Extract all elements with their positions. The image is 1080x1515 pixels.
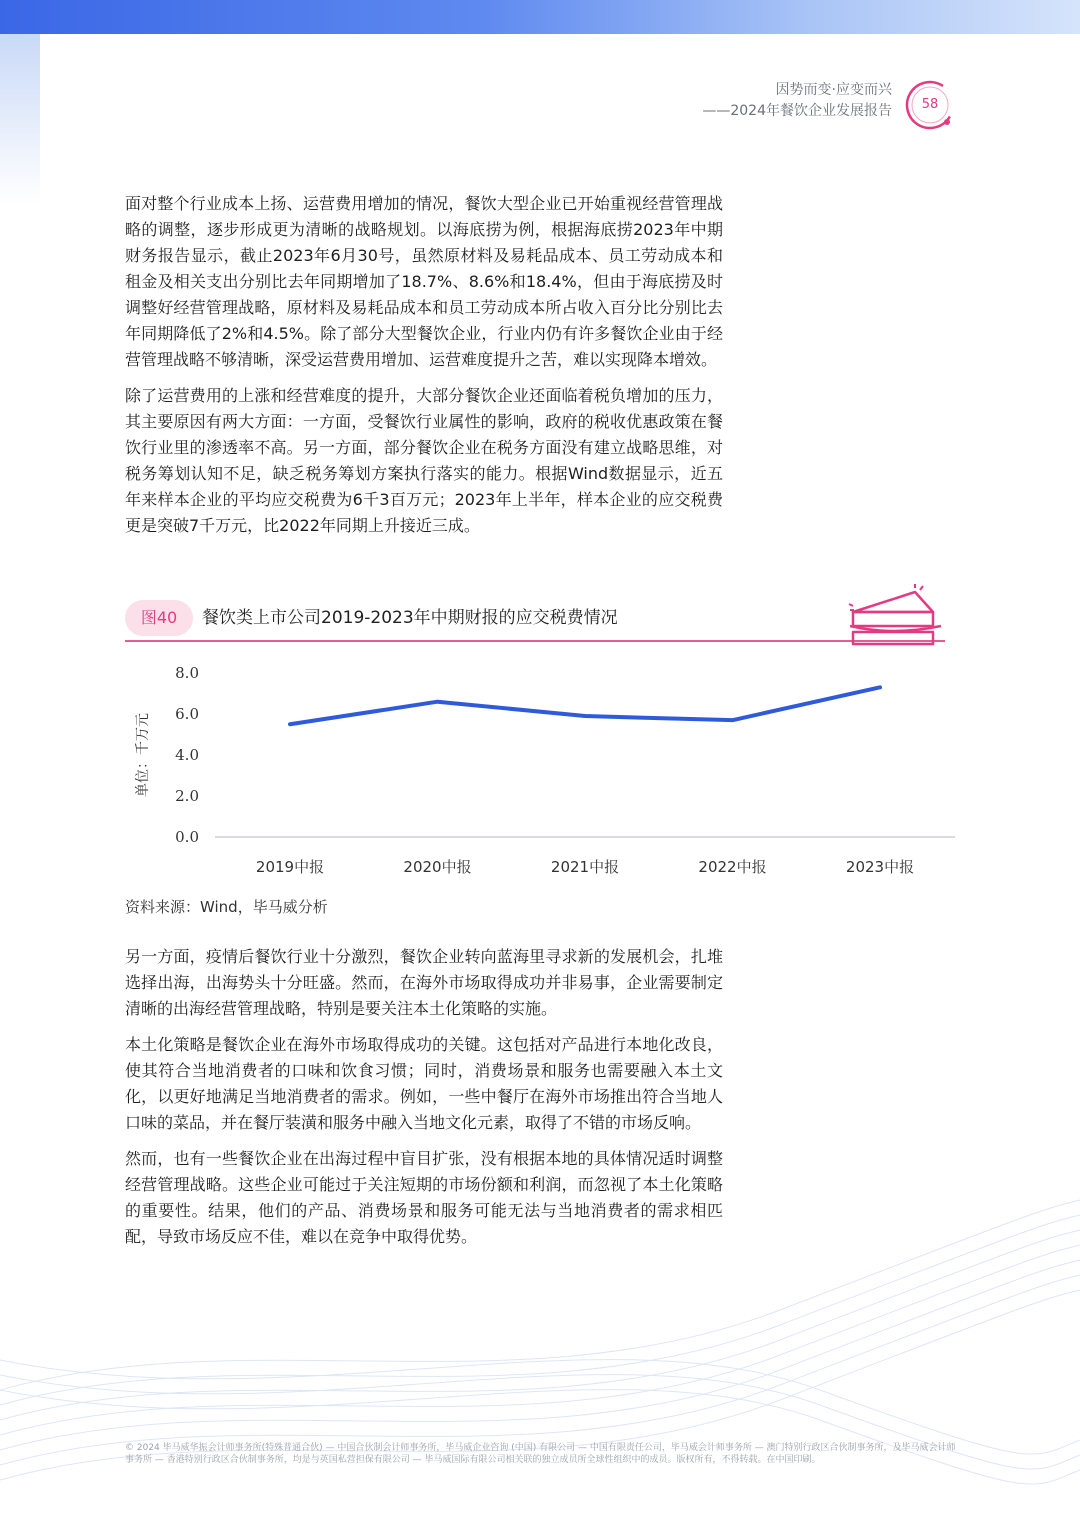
paragraph: 面对整个行业成本上扬、运营费用增加的情况，餐饮大型企业已开始重视经营管理战略的调整，逐步形成更为清晰的战略规划。以海底捞为例，根据海底捞2023年中期财务报告显示，截止2023年6月30号，虽然原材料及易耗品成本、员工劳动成本和租金及相关支出分别比去年同期增加了18.7%、8.6%和18.4%，但由于海底捞及时调整好经营管理战略，原材料及易耗品成本和员工劳动成本所占收入百分比分别比去年同期降低了2%和4.5%。除了部分大型餐饮企业，行业内仍有许多餐饮企业由于经营管理战略不够清晰，深受运营费用增加、运营难度提升之苦，难以实现降本增效。 [125, 194, 723, 369]
body-text-top [125, 191, 723, 549]
figure-label: 图40 [125, 600, 193, 636]
y-tick-label: 8.0 [175, 664, 199, 682]
body-text-bottom [125, 944, 723, 1260]
cake-icon [845, 580, 945, 664]
page-number: 58 [921, 97, 939, 112]
paragraph: 本土化策略是餐饮企业在海外市场取得成功的关键。这包括对产品进行本地化改良，使其符合当地消费者的口味和饮食习惯；同时，消费场景和服务也需要融入本土文化，以更好地满足当地消费者的需求。例如，一些中餐厅在海外市场推出符合当地人口味的菜品，并在餐厅装潢和服务中融入当地文化元素，取得了不错的市场反响。 [125, 1035, 723, 1132]
header-title: 因势而变·应变而兴 [775, 82, 892, 98]
series-line [290, 687, 880, 724]
y-tick-label: 2.0 [175, 787, 199, 805]
header-subtitle: ——2024年餐饮企业发展报告 [702, 103, 892, 119]
paragraph: 然而，也有一些餐饮企业在出海过程中盲目扩张，没有根据本地的具体情况适时调整经营管理战略。这些企业可能过于关注短期的市场份额和利润，而忽视了本土化策略的重要性。结果，他们的产品、消费场景和服务可能无法与当地消费者的需求相匹配，导致市场反应不佳，难以在竞争中取得优势。 [125, 1149, 723, 1246]
x-tick-label: 2023中报 [845, 858, 915, 876]
left-decor-fade [0, 34, 40, 204]
figure-source: 资料来源：Wind，毕马威分析 [125, 898, 328, 916]
paragraph: 除了运营费用的上涨和经营难度的提升，大部分餐饮企业还面临着税负增加的压力，其主要原因有两大方面：一方面，受餐饮行业属性的影响，政府的税收优惠政策在餐饮行业里的渗透率不高。另一方面，部分餐饮企业在税务方面没有建立战略思维，对税务筹划认知不足，缺乏税务筹划方案执行落实的能力。根据Wind数据显示，近五年来样本企业的平均应交税费为6千3百万元；2023年上半年，样本企业的应交税费更是突破7千万元，比2022年同期上升接近三成。 [125, 386, 723, 535]
copyright-footer: © 2024 毕马威华振会计师事务所(特殊普通合伙) — 中国合伙制会计师事务所，毕马威企业咨询 (中国) 有限公司 — 中国有限责任公司，毕马威会计师事务所 — 澳门特别行政区合伙制事务所，及毕马威会计师事务所 — 香港特别行政区合伙制事务所，均是与英国私营担保有限公司 — 毕马威国际有限公司相关联的独立成员所全球性组织中的成员。版权所有，不得转载。在中国印刷。 [125, 1443, 956, 1465]
top-gradient-band [0, 0, 1080, 34]
figure-divider [125, 640, 945, 642]
x-tick-label: 2022中报 [698, 858, 767, 876]
x-tick-label: 2021中报 [550, 858, 620, 876]
figure-title: 餐饮类上市公司2019-2023年中期财报的应交税费情况 [202, 608, 618, 628]
y-axis-label: 单位：千万元 [135, 713, 151, 797]
y-tick-label: 6.0 [175, 705, 199, 723]
y-tick-label: 0.0 [175, 828, 199, 846]
tax-payable-line-chart [125, 655, 965, 885]
x-tick-label: 2019中报 [255, 858, 325, 876]
figure-header [125, 598, 945, 644]
x-tick-label: 2020中报 [403, 858, 472, 876]
paragraph: 另一方面，疫情后餐饮行业十分激烈，餐饮企业转向蓝海里寻求新的发展机会，扎堆选择出海，出海势头十分旺盛。然而，在海外市场取得成功并非易事，企业需要制定清晰的出海经营管理战略，特别是要关注本土化策略的实施。 [125, 947, 723, 1018]
y-tick-label: 4.0 [175, 746, 199, 764]
report-header [702, 80, 892, 122]
